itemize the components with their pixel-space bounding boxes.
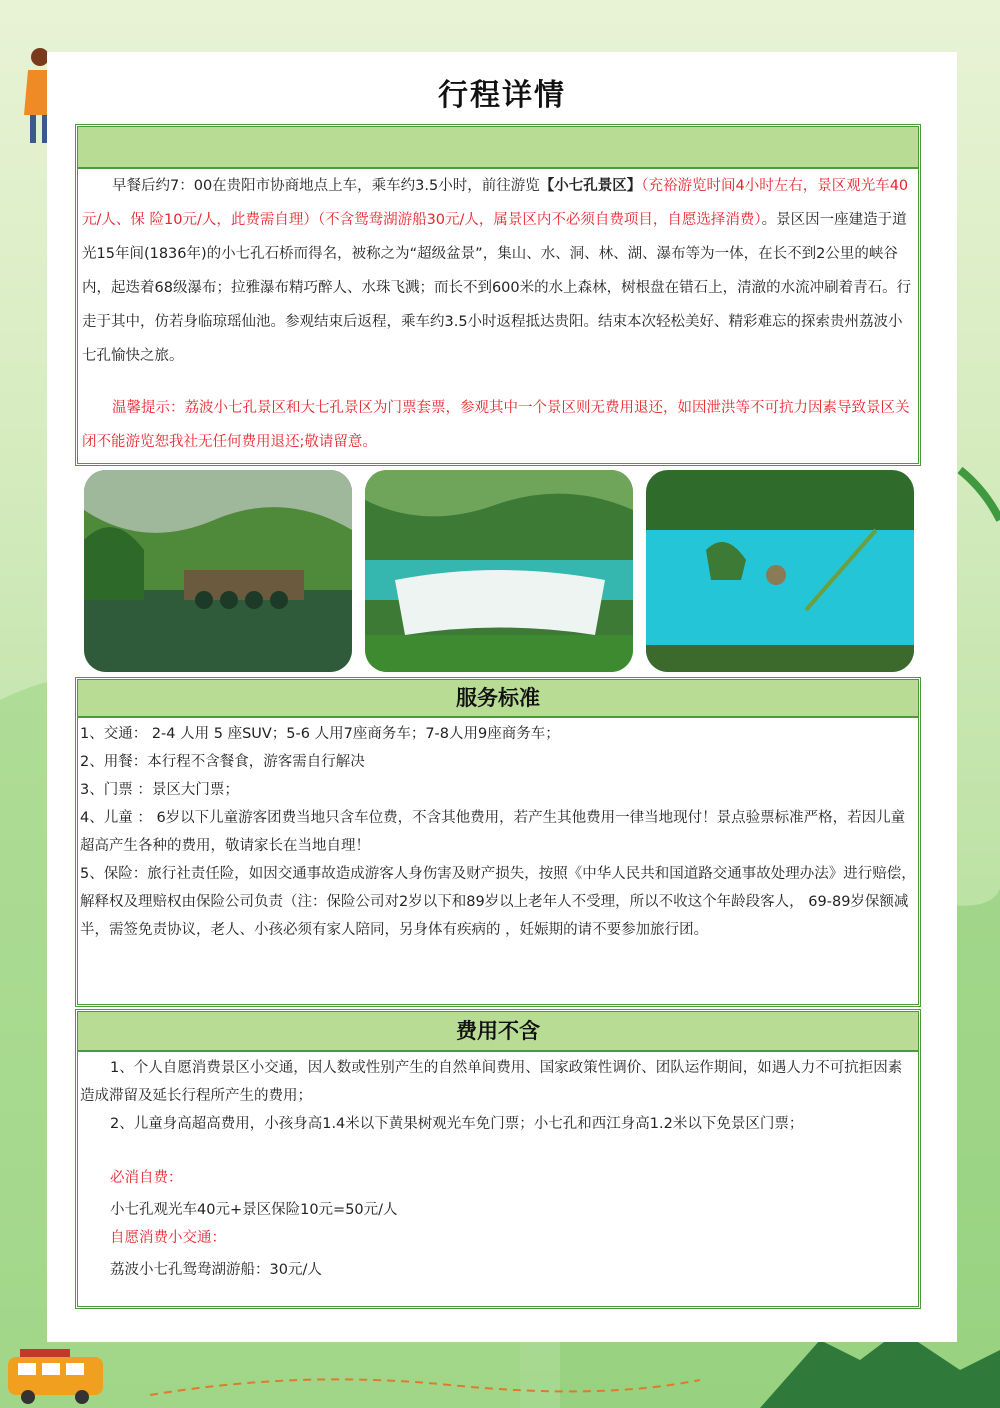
optional-value: 荔波小七孔鸳鸯湖游船：30元/人 <box>110 1262 322 1278</box>
service-item-children: 4、儿童 ： 6岁以下儿童游客团费当地只含车位费，不含其他费用，若产生其他费用一律当地现付！景点验票标准严格，若因儿童超高产生各种的费用，敬请家长在当地自理！ <box>80 810 906 854</box>
service-list <box>78 720 918 944</box>
fee-note: （充裕游览时间4小时左右，景区观光车40元/人、保 险10元/人，此费需自理）（不含鸳鸯湖游船30元/人，属景区内不必须自费项目，自愿选择消费） <box>82 178 909 228</box>
itinerary-header-band <box>78 127 918 169</box>
must-pay-value: 小七孔观光车40元+景区保险10元=50元/人 <box>110 1202 398 1218</box>
scenic-name: 【小七孔景区】 <box>539 178 642 194</box>
service-block <box>75 677 921 1007</box>
itinerary-paragraph <box>82 169 914 373</box>
itinerary-block <box>75 124 921 466</box>
service-item-tickets: 3、门票 ：景区大门票； <box>80 782 239 798</box>
itinerary-text <box>78 169 918 459</box>
must-pay-label: 必消自费： <box>110 1170 183 1186</box>
scenic-description: 。景区因一座建造于道 光15年间(1836年)的小七孔石桥而得名，被称之为“超级盆景”，集山、水、洞、林、湖、瀑布等为一体，在长不到2公里的峡谷内，起迭着68级瀑布；拉雅瀑布精巧醉人、水珠飞溅；而长不到600米的水上森林，树根盘在错石上，清澈的水流冲刷着青石。行走于其中，仿若身临琼瑶仙池。参观结束后返程，乘车约3.5小时返程抵达贵阳。结束本次轻松美好、精彩难忘的探索贵州荔波小七孔愉快之旅。 <box>82 212 912 364</box>
service-item-insurance: 5、保险：旅行社责任险，如因交通事故造成游客人身伤害及财产损失，按照《中华人民共和国道路交通事故处理办法》进行赔偿，解释权及理赔权由保险公司负责（注：保险公司对2岁以下和89岁以上老年人不受理，所以不收这个年龄段客人， 69-89岁保额减半，需签免责协议，老人、小孩必须有家人陪同，另身体有疾病的 ，妊娠期的请不要参加旅行团。 <box>80 866 916 938</box>
exclusion-item-1: 1、个人自愿消费景区小交通，因人数或性别产生的自然单间费用、国家政策性调价、团队运作期间，如遇人力不可抗拒因素造成滞留及延长行程所产生的费用； <box>80 1060 903 1104</box>
exclusions-block <box>75 1009 921 1309</box>
photo-blue-lake <box>646 470 914 672</box>
content-sheet <box>47 52 957 1342</box>
page-title: 行程详情 <box>438 78 566 113</box>
exclusion-item-2: 2、儿童身高超高费用，小孩身高1.4米以下黄果树观光车免门票；小七孔和西江身高1.2米以下免景区门票； <box>110 1116 804 1132</box>
service-item-meals: 2、用餐：本行程不含餐食，游客需自行解决 <box>80 754 365 770</box>
optional-label: 自愿消费小交通： <box>110 1230 226 1246</box>
warm-tip: 温馨提示：荔波小七孔景区和大七孔景区为门票套票，参观其中一个景区则无费用退还，如因泄洪等不可抗力因素导致景区关闭不能游览恕我社无任何费用退还;敬请留意。 <box>82 400 910 450</box>
photo-waterfall <box>365 470 633 672</box>
itinerary-intro: 早餐后约7：00在贵阳市协商地点上车，乘车约3.5小时，前往游览 <box>112 178 540 194</box>
service-item-transport: 1、交通： 2-4 人用 5 座SUV；5-6 人用7座商务车；7-8人用9座商务车； <box>80 726 560 742</box>
exclusions-list <box>78 1054 918 1284</box>
bus-illustration <box>0 1345 110 1405</box>
exclusions-heading: 费用不含 <box>78 1012 918 1052</box>
service-heading: 服务标准 <box>78 680 918 718</box>
photo-stone-bridge <box>84 470 352 672</box>
